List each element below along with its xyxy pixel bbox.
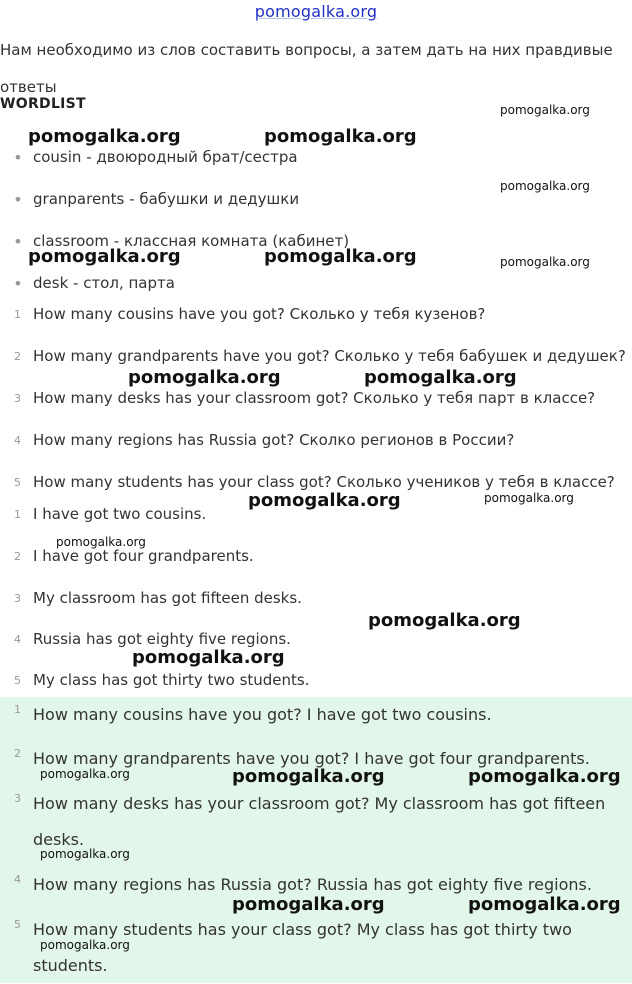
- wordlist-item: [0, 271, 175, 295]
- wordlist-item: [0, 145, 298, 169]
- question-text: How many cousins have you got? Сколько у тебя кузенов?: [33, 305, 486, 323]
- question-text: How many grandparents have you got? Сколько у тебя бабушек и дедушек?: [33, 347, 626, 365]
- watermark: pomogalka.org: [232, 766, 385, 787]
- question-item: [0, 302, 485, 326]
- question-item: [0, 344, 626, 368]
- watermark: pomogalka.org: [364, 367, 517, 388]
- question-number: 4: [14, 433, 21, 447]
- final-answer-number: 1: [14, 703, 21, 716]
- question-number: 3: [14, 391, 21, 405]
- answer-text: Russia has got eighty five regions.: [33, 630, 291, 648]
- watermark: pomogalka.org: [56, 535, 146, 549]
- final-answer-text: How many regions has Russia got? Russia has got eighty five regions.: [33, 875, 592, 894]
- wordlist-item-text: cousin - двоюродный брат/сестра: [33, 148, 298, 166]
- question-number: 2: [14, 349, 21, 363]
- final-answer-item: [0, 697, 625, 733]
- final-answer-text: How many cousins have you got? I have got two cousins.: [33, 705, 492, 724]
- answer-item: [0, 586, 302, 610]
- final-answer-number: 5: [14, 918, 21, 931]
- wordlist-item: [0, 187, 299, 211]
- question-number: 1: [14, 307, 21, 321]
- answer-item: [0, 668, 310, 692]
- answer-text: I have got two cousins.: [33, 505, 207, 523]
- watermark: pomogalka.org: [264, 246, 417, 267]
- answer-number: 5: [14, 673, 21, 687]
- watermark: pomogalka.org: [40, 847, 130, 861]
- wordlist-item-text: classroom - классная комната (кабинет): [33, 232, 350, 250]
- watermark: pomogalka.org: [40, 767, 130, 781]
- wordlist-item-text: granparents - бабушки и дедушки: [33, 190, 300, 208]
- question-text: How many students has your class got? Сколько учеников у тебя в классе?: [33, 473, 615, 491]
- answer-text: My class has got thirty two students.: [33, 671, 310, 689]
- answer-number: 1: [14, 507, 21, 521]
- question-item: [0, 386, 595, 410]
- bullet-icon: •: [13, 273, 23, 293]
- watermark: pomogalka.org: [500, 103, 590, 117]
- watermark: pomogalka.org: [468, 894, 621, 915]
- answer-number: 3: [14, 591, 21, 605]
- answer-item: [0, 502, 206, 526]
- wordlist-item-text: desk - стол, парта: [33, 274, 175, 292]
- answer-number: 2: [14, 549, 21, 563]
- task-intro: Нам необходимо из слов составить вопросы, а затем дать на них правдивые ответы: [0, 41, 613, 96]
- final-answer-number: 2: [14, 747, 21, 760]
- watermark: pomogalka.org: [468, 766, 621, 787]
- watermark: pomogalka.org: [232, 894, 385, 915]
- final-answer-number: 3: [14, 792, 21, 805]
- watermark: pomogalka.org: [248, 490, 401, 511]
- watermark: pomogalka.org: [132, 647, 285, 668]
- wordlist-heading: WORDLIST: [0, 96, 86, 112]
- watermark: pomogalka.org: [28, 126, 181, 147]
- site-title: pomogalka.org: [254, 2, 378, 21]
- watermark: pomogalka.org: [484, 491, 574, 505]
- bullet-icon: •: [13, 189, 23, 209]
- final-answer-text: How many grandparents have you got? I have got four grandparents.: [33, 749, 590, 768]
- watermark: pomogalka.org: [128, 367, 281, 388]
- bullet-icon: •: [13, 147, 23, 167]
- question-text: How many regions has Russia got? Сколко регионов в России?: [33, 431, 515, 449]
- watermark: pomogalka.org: [500, 255, 590, 269]
- watermark: pomogalka.org: [368, 610, 521, 631]
- watermark: pomogalka.org: [264, 126, 417, 147]
- question-text: How many desks has your classroom got? Сколько у тебя парт в классе?: [33, 389, 596, 407]
- final-answer-text: How many students has your class got? My class has got thirty two students.: [33, 920, 572, 975]
- bullet-icon: •: [13, 231, 23, 251]
- watermark: pomogalka.org: [28, 246, 181, 267]
- question-item: [0, 428, 514, 452]
- watermark: pomogalka.org: [500, 179, 590, 193]
- watermark: pomogalka.org: [40, 938, 130, 952]
- answer-number: 4: [14, 632, 21, 646]
- question-number: 5: [14, 475, 21, 489]
- answer-text: I have got four grandparents.: [33, 547, 254, 565]
- final-answer-number: 4: [14, 873, 21, 886]
- final-answer-text: How many desks has your classroom got? My classroom has got fifteen desks.: [33, 794, 606, 849]
- answer-text: My classroom has got fifteen desks.: [33, 589, 302, 607]
